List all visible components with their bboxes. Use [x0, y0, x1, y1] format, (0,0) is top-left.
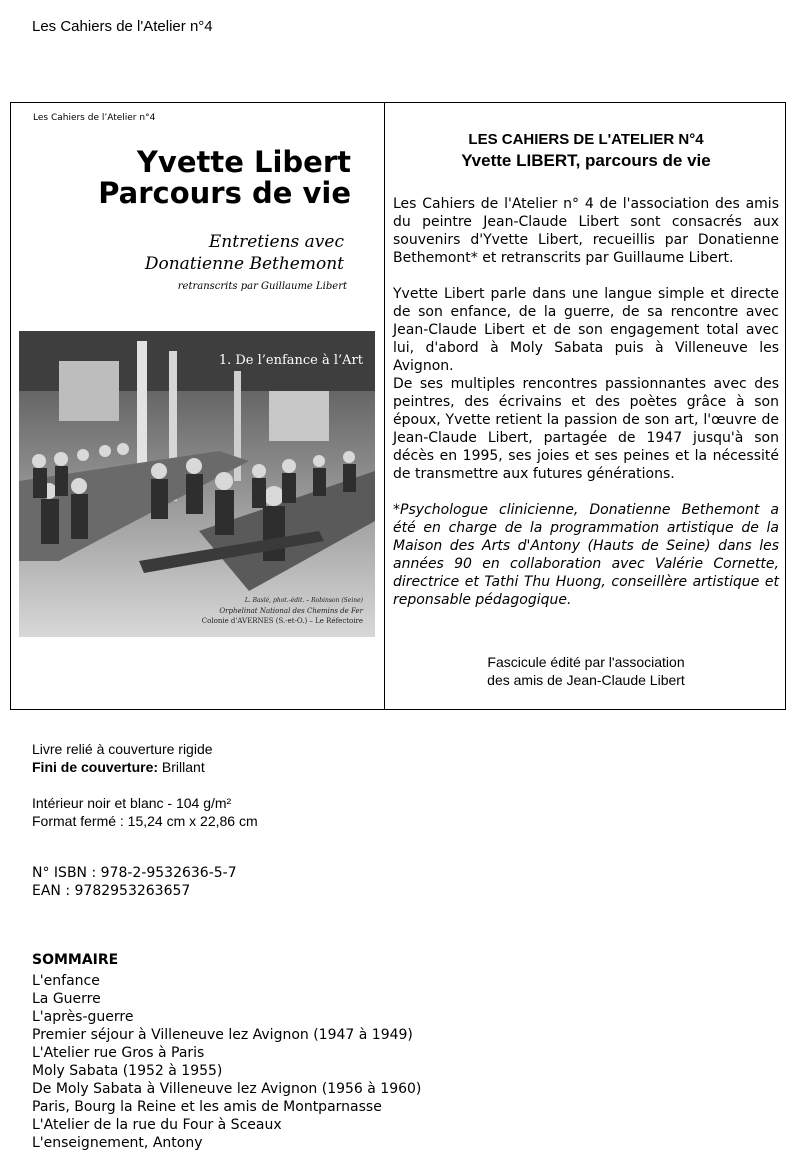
finish-info	[32, 758, 205, 776]
cover-subtitle-line-2: Donatienne Bethemont	[144, 254, 344, 274]
sommaire-item: De Moly Sabata à Villeneuve lez Avignon (1956 à 1960)	[32, 1081, 422, 1097]
description-paragraph-1: Les Cahiers de l'Atelier n° 4 de l'association des amis du peintre Jean-Claude Libert sont consacrés aux souvenirs d'Yvette Libert, recueillis par Donatienne Bethemont* et retranscrits par Guillaume Libert.	[393, 196, 779, 266]
finish-label: Fini de couverture:	[32, 759, 159, 775]
sommaire-item: L'Atelier de la rue du Four à Sceaux	[32, 1117, 282, 1133]
description-footnote: *Psychologue clinicienne, Donatienne Bethemont a été en charge de la programmation artistique de la Maison des Arts d'Antony (Hauts de Seine) dans les années 90 en collaboration avec Valérie Cornette, directrice et Tathi Thu Huong, conseillère artistique et reponsable pédagogique.	[393, 502, 779, 608]
cover-subtitle	[11, 231, 344, 275]
format-info: Format fermé : 15,24 cm x 22,86 cm	[32, 813, 258, 829]
sommaire-item: Premier séjour à Villeneuve lez Avignon (1947 à 1949)	[32, 1027, 413, 1043]
page-title: Les Cahiers de l'Atelier n°4	[32, 18, 213, 35]
product-frame	[10, 102, 786, 710]
sommaire-item: Paris, Bourg la Reine et les amis de Montparnasse	[32, 1099, 382, 1115]
publisher-note-line-2: des amis de Jean-Claude Libert	[487, 672, 685, 688]
cover-series-label: Les Cahiers de l’Atelier n°4	[33, 113, 156, 123]
refectory-photo-illustration	[19, 331, 375, 637]
isbn-info: N° ISBN : 978-2-9532636-5-7	[32, 865, 237, 881]
sommaire-item: L'enseignement, Antony	[32, 1135, 203, 1151]
column-divider	[384, 103, 385, 709]
sommaire-item: L'enfance	[32, 973, 100, 989]
interior-info: Intérieur noir et blanc - 104 g/m²	[32, 795, 232, 811]
description-paragraph-2: Yvette Libert parle dans une langue simple et directe de son enfance, de la guerre, de sa rencontre avec Jean-Claude Libert et de son engagement total avec lui, d'abord à Moly Sabata puis à Villeneuve les Avignon.	[393, 286, 779, 374]
sommaire-item: L'Atelier rue Gros à Paris	[32, 1045, 205, 1061]
publisher-note-line-1: Fascicule édité par l'association	[487, 654, 685, 670]
photo-caption-line-2: Orphelinat National des Chemins de Fer	[219, 607, 363, 615]
cover-photo	[19, 331, 375, 637]
photo-credit: L. Baslé, phot.-édit. – Robinson (Seine)	[244, 597, 363, 604]
cover-title-line-1: Yvette Libert	[136, 145, 351, 179]
photo-caption-line-3: Colonie d'AVERNES (S.-et-O.) – Le Réfectoire	[201, 617, 363, 625]
sommaire-title: SOMMAIRE	[32, 952, 119, 968]
sommaire-list	[32, 972, 421, 1152]
cover-subtitle-line-1: Entretiens avec	[208, 232, 344, 252]
ean-info: EAN : 9782953263657	[32, 883, 191, 899]
book-cover	[11, 103, 384, 709]
description-subheading: Yvette LIBERT, parcours de vie	[461, 151, 711, 170]
description-paragraph-3: De ses multiples rencontres passionnantes avec des peintres, des écrivains et des poètes grâce à son époux, Yvette retient la passion de son art, l'œuvre de Jean-Claude Libert, partagée de 1947 jusqu'à son décès en 1995, ses joies et ses peines et la nécessité de transmettre aux futures générations.	[393, 376, 779, 482]
sommaire-item: La Guerre	[32, 991, 101, 1007]
finish-value: Brillant	[158, 759, 205, 775]
sommaire-item: Moly Sabata (1952 à 1955)	[32, 1063, 223, 1079]
publisher-note	[393, 653, 779, 689]
sommaire-item: L'après-guerre	[32, 1009, 134, 1025]
cover-transcriber: retranscrits par Guillaume Libert	[177, 281, 347, 292]
description-heading: LES CAHIERS DE L'ATELIER N°4	[468, 131, 704, 148]
cover-title	[11, 147, 351, 209]
binding-info: Livre relié à couverture rigide	[32, 741, 213, 757]
photo-caption: 1. De l’enfance à l’Art	[218, 353, 363, 368]
cover-title-line-2: Parcours de vie	[98, 176, 351, 210]
